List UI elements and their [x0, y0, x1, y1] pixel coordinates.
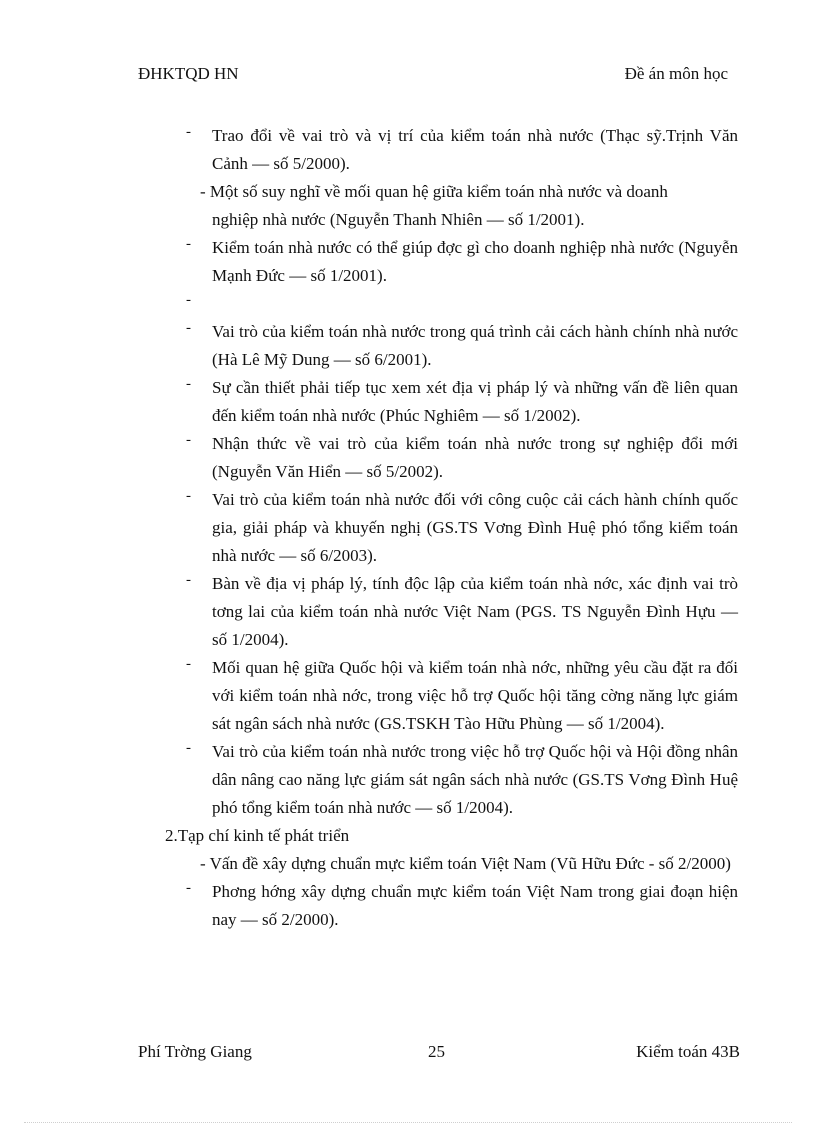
list-item: - Kiểm toán nhà nước có thể giúp đợc gì cho doanh nghiệp nhà nước (Nguyễn Mạnh Đức — số 1/2001). — [0, 234, 816, 290]
list-item: - Vai trò của kiểm toán nhà nước đối với công cuộc cải cách hành chính quốc gia, giải pháp và khuyến nghị (GS.TS Vơng Đình Huệ phó tổng kiểm toán nhà nước — số 6/2003). — [0, 486, 816, 570]
reference-list — [0, 122, 816, 934]
header-left-text: ĐHKTQD HN — [138, 64, 239, 83]
list-item: - Trao đổi về vai trò và vị trí của kiểm toán nhà nước (Thạc sỹ.Trịnh Văn Cảnh — số 5/2000). — [0, 122, 816, 178]
list-item: - Vấn đề xây dựng chuẩn mực kiểm toán Việt Nam (Vũ Hữu Đức - số 2/2000) — [200, 854, 731, 873]
list-item-empty — [0, 290, 816, 318]
list-item: - Nhận thức về vai trò của kiểm toán nhà nước trong sự nghiệp đổi mới (Nguyễn Văn Hiển — số 5/2002). — [0, 430, 816, 486]
list-item: - Mối quan hệ giữa Quốc hội và kiểm toán nhà nớc, những yêu cầu đặt ra đối với kiểm toán nhà nớc, trong việc hỗ trợ Quốc hội tăng cờng năng lực giám sát ngân sách nhà nước (GS.TSKH Tào Hữu Phùng — số 1/2004). — [0, 654, 816, 738]
list-item: - Phơng hớng xây dựng chuẩn mực kiểm toán Việt Nam trong giai đoạn hiện nay — số 2/2000). — [0, 878, 816, 934]
bullet-mark: - — [186, 376, 191, 392]
bullet-mark: - — [186, 320, 191, 336]
bullet-mark: - — [186, 656, 191, 672]
list-item: - Sự cần thiết phải tiếp tục xem xét địa vị pháp lý và những vấn đề liên quan đến kiểm toán nhà nước (Phúc Nghiêm — số 1/2002). — [0, 374, 816, 430]
footer-class: Kiểm toán 43B — [636, 1042, 740, 1061]
bullet-mark: - — [186, 236, 191, 252]
header-right-text: Đề án môn học — [624, 64, 728, 83]
bullet-mark: - — [186, 880, 191, 896]
bullet-mark: - — [186, 740, 191, 756]
footer-author: Phí Trờng Giang — [138, 1042, 252, 1061]
bullet-mark: - — [186, 292, 191, 308]
list-item: - Vai trò của kiểm toán nhà nước trong quá trình cải cách hành chính nhà nước (Hà Lê Mỹ Dung — số 6/2001). — [0, 318, 816, 374]
bullet-mark: - — [186, 488, 191, 504]
page-number: 25 — [428, 1042, 445, 1061]
list-item: - Một số suy nghĩ về mối quan hệ giữa kiểm toán nhà nước và doanh nghiệp nhà nước (Nguyễn Thanh Nhiên — số 1/2001). — [200, 182, 668, 229]
bullet-mark: - — [186, 124, 191, 140]
bullet-mark: - — [186, 432, 191, 448]
section-heading: 2.Tạp chí kinh tế phát triển — [165, 826, 350, 845]
bullet-mark: - — [186, 572, 191, 588]
list-item: - Bàn về địa vị pháp lý, tính độc lập của kiểm toán nhà nớc, xác định vai trò tơng lai của kiểm toán nhà nước Việt Nam (PGS. TS Nguyễn Đình Hựu — số 1/2004). — [0, 570, 816, 654]
list-item: - Vai trò của kiểm toán nhà nước trong việc hỗ trợ Quốc hội và Hội đồng nhân dân nâng cao năng lực giám sát ngân sách nhà nước (GS.TS Vơng Đình Huệ phó tổng kiểm toán nhà nước — số 1/2004). — [0, 738, 816, 822]
